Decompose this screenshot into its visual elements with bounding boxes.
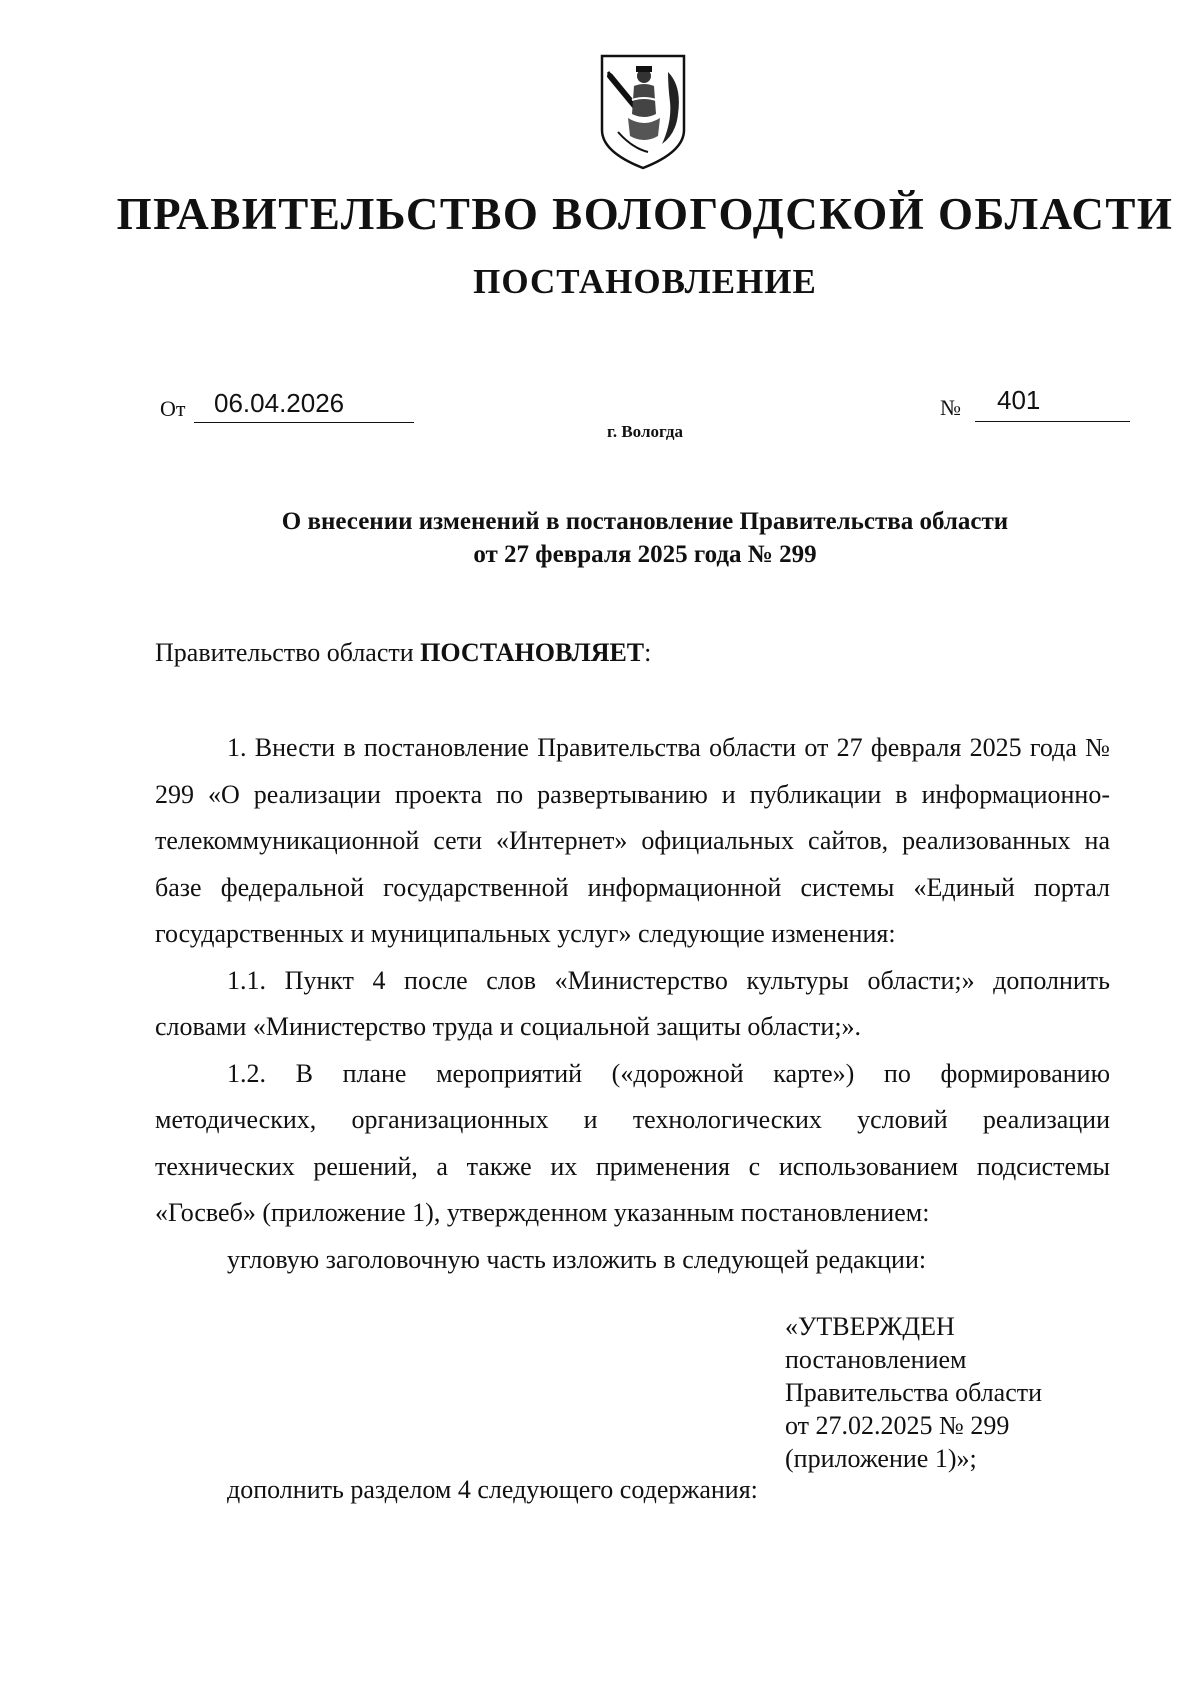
body-text bbox=[155, 725, 1110, 1283]
paragraph-1: 1. Внести в постановление Правительства области от 27 февраля 2025 года № 299 «О реализации проекта по развертыванию и публикации в информационно-телекоммуникационной сети «Интернет» официальных сайтов, реализованных на базе федеральной государственной информационной системы «Единый портал государственных и муниципальных услуг» следующие изменения: bbox=[155, 733, 1110, 948]
document-type: ПОСТАНОВЛЕНИЕ bbox=[473, 262, 817, 301]
preamble bbox=[155, 638, 651, 668]
approved-line: Правительства области bbox=[785, 1378, 1043, 1407]
vologda-coat-of-arms-icon bbox=[598, 52, 688, 170]
government-title: ПРАВИТЕЛЬСТВО ВОЛОГОДСКОЙ ОБЛАСТИ bbox=[116, 189, 1174, 239]
date-value: 06.04.2026 bbox=[214, 388, 345, 418]
city-label: г. Вологда bbox=[607, 422, 683, 441]
paragraph-1-2: 1.2. В плане мероприятий («дорожной карте») по формированию методических, организационных и технологических условий реализации технических решений, а также их применения с использованием подсистемы «Госвеб» (приложение 1), утвержденном указанным постановлением: bbox=[155, 1058, 1110, 1227]
approved-line: постановлением bbox=[785, 1345, 967, 1374]
date-label: От bbox=[160, 396, 186, 421]
number-label: № bbox=[940, 395, 961, 420]
paragraph-header-instruction: угловую заголовочную часть изложить в следующей редакции: bbox=[227, 1244, 927, 1274]
preamble-bold: ПОСТАНОВЛЯЕТ bbox=[420, 638, 645, 667]
approved-line: «УТВЕРЖДЕН bbox=[785, 1312, 955, 1341]
subject-line-1: О внесении изменений в постановление Правительства области bbox=[281, 508, 1009, 535]
tail-instruction: дополнить разделом 4 следующего содержания: bbox=[227, 1475, 758, 1504]
subject-line-2: от 27 февраля 2025 года № 299 bbox=[473, 541, 817, 568]
approved-line: (приложение 1)»; bbox=[785, 1444, 977, 1473]
document-subject bbox=[0, 505, 1200, 571]
preamble-colon: : bbox=[644, 638, 652, 667]
paragraph-1-1: 1.1. Пункт 4 после слов «Министерство культуры области;» дополнить словами «Министерство труда и социальной защиты области;». bbox=[155, 965, 1110, 1041]
number-value: 401 bbox=[997, 385, 1041, 415]
approved-line: от 27.02.2025 № 299 bbox=[785, 1411, 1010, 1440]
preamble-text: Правительство области bbox=[155, 638, 421, 667]
approved-block bbox=[785, 1310, 1115, 1475]
